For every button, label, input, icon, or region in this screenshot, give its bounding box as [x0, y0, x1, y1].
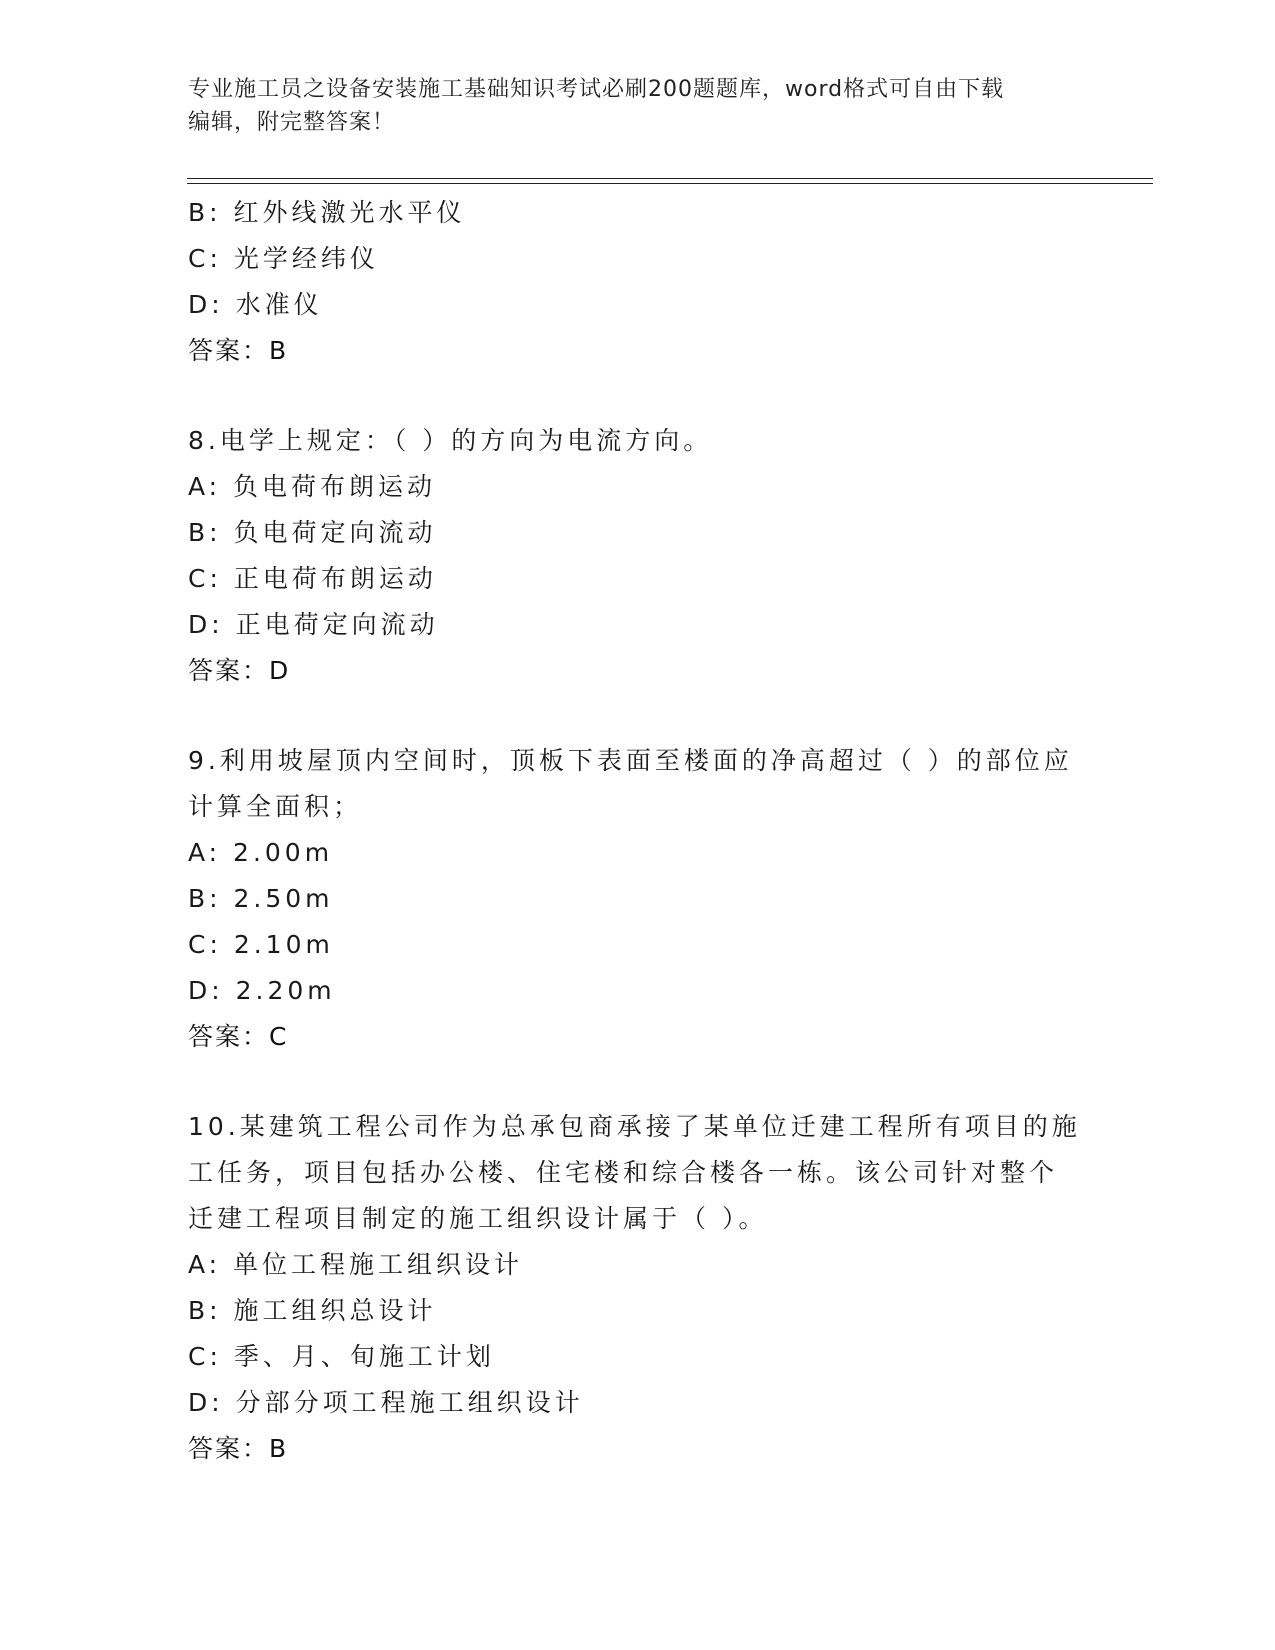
option-c: C: 2.10m: [188, 930, 334, 959]
question-list: [188, 190, 1088, 1472]
question-fragment: [188, 190, 1088, 374]
option-c: C: 正电荷布朗运动: [188, 564, 437, 593]
option-d: D: 2.20m: [188, 976, 336, 1005]
option-b: B: 施工组织总设计: [188, 1296, 437, 1325]
option-b: B: 2.50m: [188, 884, 334, 913]
question-stem: 9.利用坡屋顶内空间时，顶板下表面至楼面的净高超过（ ）的部位应: [188, 746, 1073, 775]
option-a: A: 负电荷布朗运动: [188, 472, 437, 501]
option-d: D: 分部分项工程施工组织设计: [188, 1388, 584, 1417]
answer-label: 答案：: [188, 336, 270, 365]
answer-label: 答案：: [188, 656, 270, 685]
option-a: A: 单位工程施工组织设计: [188, 1250, 524, 1279]
answer-label: 答案：: [188, 1022, 270, 1051]
answer-label: 答案：: [188, 1434, 270, 1463]
question-10: [188, 1104, 1088, 1472]
header-divider-top: [187, 178, 1153, 179]
answer-value: B: [269, 1434, 289, 1463]
option-c: C: 季、月、旬施工计划: [188, 1342, 495, 1371]
answer-line: [188, 1426, 1088, 1472]
answer-value: B: [269, 336, 289, 365]
page-header: [188, 73, 1088, 139]
answer-line: [188, 1014, 1088, 1060]
question-stem: 工任务，项目包括办公楼、住宅楼和综合楼各一栋。该公司针对整个: [188, 1158, 1059, 1187]
header-title-line-1: 专业施工员之设备安装施工基础知识考试必刷200题题库，word格式可自由下载: [188, 77, 1005, 102]
question-stem: 10.某建筑工程公司作为总承包商承接了某单位迁建工程所有项目的施: [188, 1112, 1081, 1141]
option-d: D: 水准仪: [188, 290, 323, 319]
option-a: A: 2.00m: [188, 838, 334, 867]
option-b: B: 红外线激光水平仪: [188, 198, 466, 227]
header-title-line-2: 编辑，附完整答案！: [188, 110, 396, 135]
answer-line: [188, 648, 1088, 694]
option-d: D: 正电荷定向流动: [188, 610, 439, 639]
answer-value: C: [269, 1022, 289, 1051]
header-divider-bottom: [187, 183, 1153, 184]
question-stem: 计算全面积；: [188, 792, 363, 821]
option-c: C: 光学经纬仪: [188, 244, 379, 273]
question-8: [188, 418, 1088, 694]
answer-line: [188, 328, 1088, 374]
question-stem: 迁建工程项目制定的施工组织设计属于（ ）。: [188, 1204, 768, 1233]
option-b: B: 负电荷定向流动: [188, 518, 437, 547]
question-9: [188, 738, 1088, 1060]
answer-value: D: [269, 656, 291, 685]
question-stem: 8.电学上规定：（ ）的方向为电流方向。: [188, 426, 713, 455]
